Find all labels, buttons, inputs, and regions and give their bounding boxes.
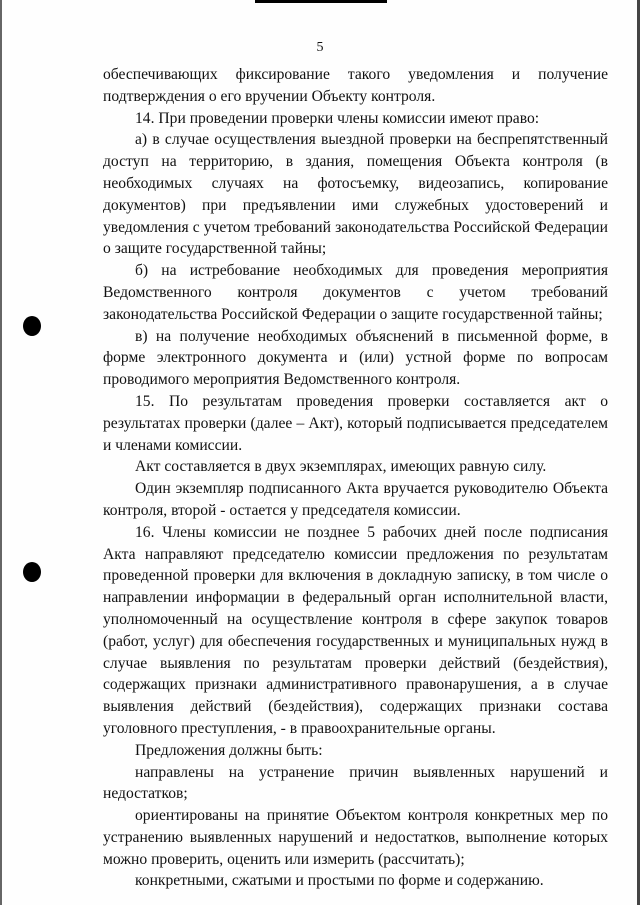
page-number: 5 xyxy=(316,40,324,55)
paragraph-proposal-concrete: конкретными, сжатыми и простыми по форме и содержанию. xyxy=(135,872,544,890)
paragraph-item-14: 14. При проведении проверки члены комиссии имеют право: xyxy=(135,109,540,127)
paragraph-subitem-a: а) в случае осуществления выездной проверки на беспрепятственный доступ на территорию, в здания, помещения Объекта контроля (в необходимых случаях на фотосъемку, видеозапись, копирование документов) при предъявлении ими служебных удостоверений и уведомления с учетом требований законодательства Российской Федерации о защите государственной тайны; xyxy=(103,131,608,258)
paragraph-subitem-v: в) на получение необходимых объяснений в письменной форме, в форме электронного документа и (или) устной форме по вопросам проводимого мероприятия Ведомственного контроля. xyxy=(103,327,608,389)
paragraph-item-15: 15. По результатам проведения проверки составляется акт о результатах проверки (далее – Акт), который подписывается председателем и членами комиссии. xyxy=(103,392,608,454)
punch-hole xyxy=(23,316,41,336)
paragraph-subitem-b: б) на истребование необходимых для проведения мероприятия Ведомственного контроля документов с учетом требований законодательства Российской Федерации о защите государственной тайны; xyxy=(103,262,608,323)
paragraph-act-copies: Акт составляется в двух экземплярах, имеющих равную силу. xyxy=(135,458,547,476)
paragraph-continuation: обеспечивающих фиксирование такого уведомления и получение подтверждения о его вручении Объекту контроля. xyxy=(103,66,608,105)
paragraph-proposals-intro: Предложения должны быть: xyxy=(135,741,323,759)
punch-hole xyxy=(23,562,41,582)
paragraph-act-delivery: Один экземпляр подписанного Акта вручается руководителю Объекта контроля, второй - остается у председателя комиссии. xyxy=(103,480,608,519)
scan-edge-mark xyxy=(0,0,2,905)
paragraph-proposal-directed: направлены на устранение причин выявленных нарушений и недостатков; xyxy=(103,763,608,803)
paragraph-item-16: 16. Члены комиссии не позднее 5 рабочих дней после подписания Акта направляют председателю комиссии предложения по результатам проведенной проверки для включения в докладную записку, в том числе о направлении информации в федеральный орган исполнительной власти, уполномоченный на осуществление контроля в сфере закупок товаров (работ, услуг) для обеспечения государственных и муниципальных нужд в случае выявления по результатам проверки действий (бездействия), содержащих признаки административного правонарушения, а в случае выявления действий (бездействия), содержащих признаки состава уголовного преступления, - в правоохранительные органы. xyxy=(103,523,608,737)
document-body xyxy=(103,64,608,892)
scan-edge-mark xyxy=(255,0,387,3)
paragraph-proposal-oriented: ориентированы на принятие Объектом контроля конкретных мер по устранению выявленных нарушений и недостатков, выполнение которых можно проверить, оценить или измерить (рассчитать); xyxy=(103,807,608,868)
